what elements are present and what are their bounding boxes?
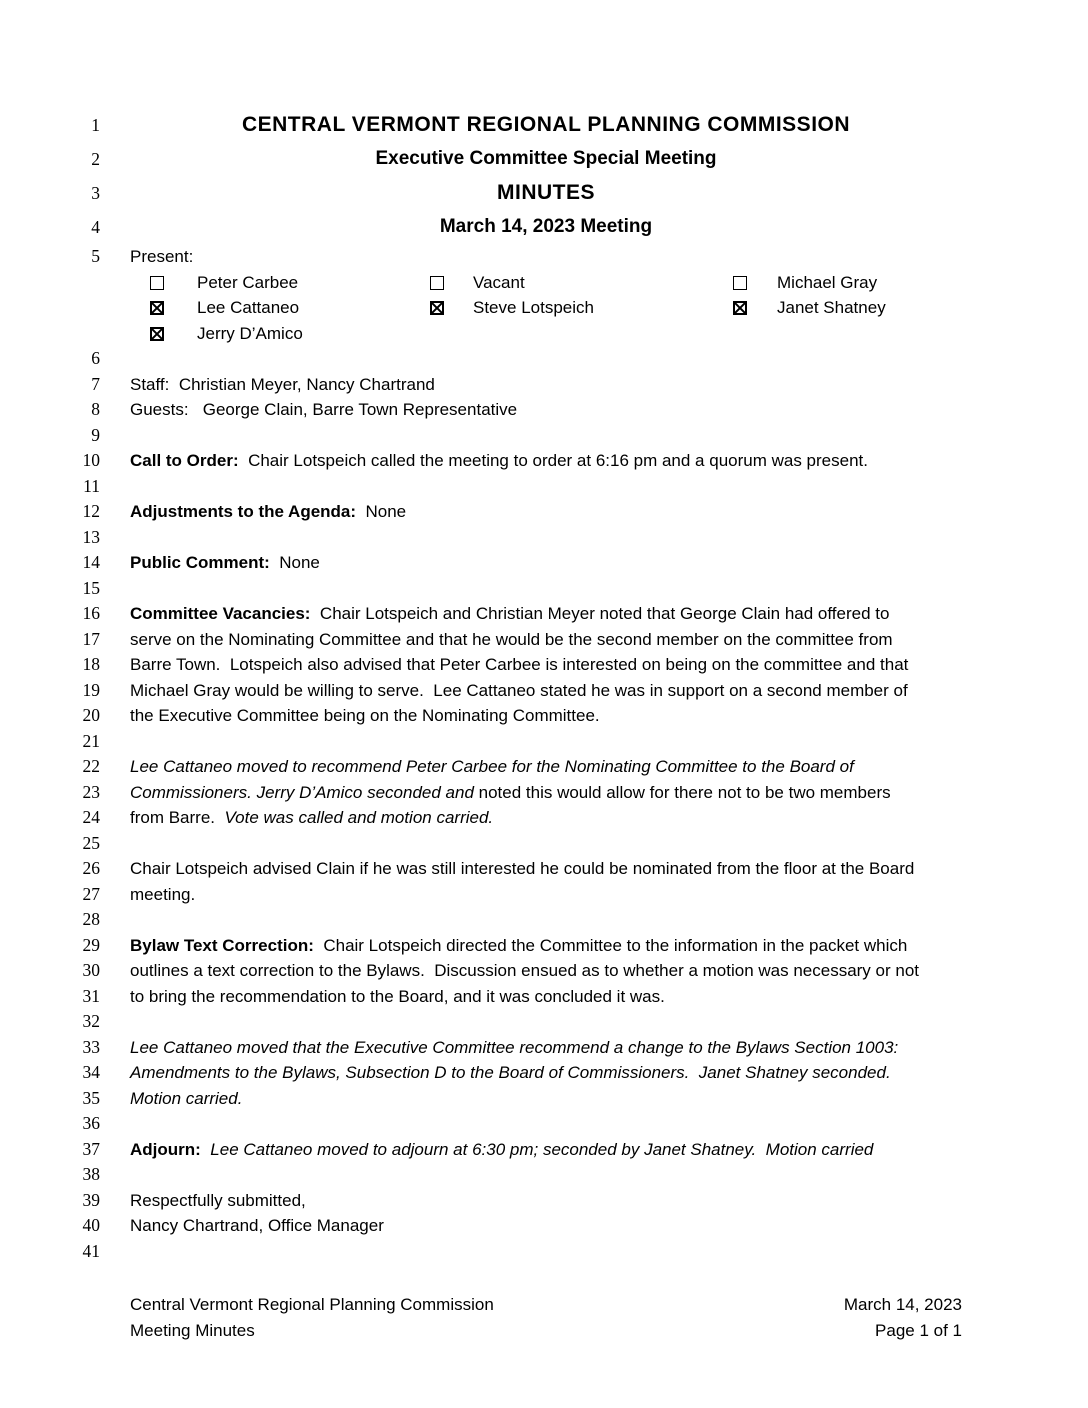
document-line — [0, 1188, 1088, 1214]
line-number: 30 — [82, 960, 100, 980]
document-line — [0, 729, 1088, 755]
line-number: 25 — [82, 832, 100, 853]
document-line — [0, 882, 1088, 908]
line-text: Committee Vacancies: Chair Lotspeich and Christian Meyer noted that George Clain had offered to — [130, 604, 890, 623]
footer-left — [130, 1292, 494, 1344]
attendee-name: Lee Cattaneo — [197, 298, 300, 317]
line-number: 35 — [82, 1087, 100, 1108]
line-text: Present: — [130, 247, 194, 266]
footer-document-type: Meeting Minutes — [130, 1321, 255, 1340]
document-line — [0, 984, 1088, 1010]
attendance-row — [0, 321, 1088, 347]
line-text: the Executive Committee being on the Nominating Committee. — [130, 706, 600, 725]
line-text: MINUTES — [497, 181, 595, 204]
line-text: Respectfully submitted, — [130, 1190, 306, 1210]
attendee-name: Peter Carbee — [197, 272, 299, 292]
document-line — [0, 474, 1088, 500]
line-text: March 14, 2023 Meeting — [439, 216, 653, 237]
document-line — [0, 831, 1088, 857]
document-line — [0, 1137, 1088, 1163]
document-line — [0, 703, 1088, 729]
line-number: 23 — [82, 781, 100, 802]
line-number: 5 — [91, 246, 100, 266]
document-line — [0, 346, 1088, 372]
line-text: Guests: George Clain, Barre Town Representative — [130, 400, 518, 419]
line-number: 39 — [82, 1189, 100, 1210]
line-number: 21 — [82, 730, 100, 751]
line-text: Chair Lotspeich advised Clain if he was still interested he could be nominated from the floor at the Board — [130, 859, 915, 878]
line-number: 1 — [91, 115, 100, 135]
document-line — [0, 1035, 1088, 1061]
document-line — [0, 1060, 1088, 1086]
attendee-name: Michael Gray — [777, 272, 878, 292]
document-line — [0, 423, 1088, 449]
line-number: 37 — [82, 1138, 100, 1159]
document-line — [0, 958, 1088, 984]
footer-page-number: Page 1 of 1 — [875, 1321, 962, 1340]
line-number: 14 — [82, 552, 100, 572]
checkbox-unchecked-icon — [733, 276, 747, 290]
line-text: to bring the recommendation to the Board, and it was concluded it was. — [130, 986, 665, 1006]
line-number: 40 — [82, 1215, 100, 1235]
line-number: 32 — [82, 1011, 100, 1031]
document-line — [0, 1009, 1088, 1035]
line-number: 13 — [82, 526, 100, 547]
line-text: Nancy Chartrand, Office Manager — [130, 1216, 384, 1235]
line-text: Michael Gray would be willing to serve. Lee Cattaneo stated he was in support on a second member of — [130, 680, 908, 700]
line-number: 26 — [82, 858, 100, 878]
document-line — [0, 176, 1088, 210]
footer-right — [844, 1292, 962, 1344]
line-number: 28 — [82, 909, 100, 929]
document-line — [0, 1213, 1088, 1239]
line-number: 27 — [82, 883, 100, 904]
line-text: Adjustments to the Agenda: None — [130, 502, 407, 521]
line-text: Public Comment: None — [130, 553, 320, 572]
document-line — [0, 652, 1088, 678]
footer-organization: Central Vermont Regional Planning Commission — [130, 1295, 494, 1314]
checkbox-checked-icon — [150, 301, 164, 315]
checkbox-unchecked-icon — [150, 276, 164, 290]
line-number: 3 — [91, 183, 100, 203]
line-number: 36 — [82, 1113, 100, 1133]
line-number: 16 — [82, 603, 100, 623]
attendee-name: Janet Shatney — [777, 298, 886, 317]
line-number: 31 — [82, 985, 100, 1006]
attendee-name: Vacant — [473, 272, 525, 292]
line-text: Staff: Christian Meyer, Nancy Chartrand — [130, 374, 435, 394]
line-text: serve on the Nominating Committee and that he would be the second member on the committee from — [130, 629, 893, 649]
line-number: 10 — [82, 450, 100, 470]
line-number: 6 — [91, 348, 100, 368]
document-line — [0, 601, 1088, 627]
line-number: 2 — [91, 149, 100, 169]
line-number: 34 — [82, 1062, 100, 1082]
document-line — [0, 627, 1088, 653]
attendance-row — [0, 270, 1088, 296]
attendee-name: Steve Lotspeich — [473, 298, 594, 317]
line-number: 29 — [82, 934, 100, 955]
line-number: 7 — [91, 373, 100, 394]
line-number: 4 — [91, 217, 100, 237]
attendance-row — [0, 295, 1088, 321]
line-text: Motion carried. — [130, 1088, 243, 1108]
line-number: 38 — [82, 1164, 100, 1184]
document-line — [0, 372, 1088, 398]
line-text: Barre Town. Lotspeich also advised that Peter Carbee is interested on being on the committee and that — [130, 655, 909, 674]
document-line — [0, 210, 1088, 244]
checkbox-checked-icon — [430, 301, 444, 315]
document-line — [0, 108, 1088, 142]
line-number: 11 — [83, 475, 100, 496]
line-text: Commissioners. Jerry D’Amico seconded and noted this would allow for there not to be two members — [130, 782, 891, 802]
line-number: 8 — [91, 399, 100, 419]
line-number: 15 — [82, 577, 100, 598]
document-line — [0, 754, 1088, 780]
line-number: 17 — [82, 628, 100, 649]
document-line — [0, 576, 1088, 602]
line-number: 12 — [82, 501, 100, 521]
line-text: Call to Order: Chair Lotspeich called the meeting to order at 6:16 pm and a quorum was present. — [130, 451, 868, 470]
line-text: Lee Cattaneo moved to recommend Peter Carbee for the Nominating Committee to the Board of — [130, 757, 854, 776]
document-line — [0, 933, 1088, 959]
document-line — [0, 448, 1088, 474]
line-text: CENTRAL VERMONT REGIONAL PLANNING COMMISSION — [241, 113, 851, 136]
checkbox-checked-icon — [733, 301, 747, 315]
document-line — [0, 244, 1088, 270]
document-line — [0, 1239, 1088, 1265]
line-text: Adjourn: Lee Cattaneo moved to adjourn at 6:30 pm; seconded by Janet Shatney. Motion carried — [130, 1139, 874, 1159]
document-line — [0, 856, 1088, 882]
document-line — [0, 1111, 1088, 1137]
document-line — [0, 397, 1088, 423]
attendee-name: Jerry D’Amico — [197, 323, 303, 343]
checkbox-unchecked-icon — [430, 276, 444, 290]
document-line — [0, 678, 1088, 704]
document-line — [0, 1086, 1088, 1112]
line-number: 41 — [82, 1240, 100, 1261]
line-number: 24 — [82, 807, 100, 827]
line-text: Executive Committee Special Meeting — [375, 148, 717, 169]
document-line — [0, 907, 1088, 933]
line-text: Bylaw Text Correction: Chair Lotspeich directed the Committee to the information in the packet which — [130, 935, 908, 955]
checkbox-checked-icon — [150, 327, 164, 341]
line-text: meeting. — [130, 884, 196, 904]
document-line — [0, 550, 1088, 576]
line-number: 33 — [82, 1036, 100, 1057]
document-line — [0, 1162, 1088, 1188]
footer-date: March 14, 2023 — [843, 1295, 962, 1314]
line-number: 19 — [82, 679, 100, 700]
document-line — [0, 525, 1088, 551]
line-number: 9 — [91, 424, 100, 445]
document-line — [0, 805, 1088, 831]
line-text: Lee Cattaneo moved that the Executive Committee recommend a change to the Bylaws Section 1003: — [130, 1037, 899, 1057]
document-lines — [0, 108, 1088, 1264]
line-number: 20 — [82, 705, 100, 725]
document-line — [0, 142, 1088, 176]
line-number: 22 — [82, 756, 100, 776]
line-text: Amendments to the Bylaws, Subsection D to the Board of Commissioners. Janet Shatney seconded. — [130, 1063, 891, 1082]
line-text: outlines a text correction to the Bylaws. Discussion ensued as to whether a motion was necessary or not — [130, 961, 920, 980]
line-number: 18 — [82, 654, 100, 674]
document-line — [0, 780, 1088, 806]
document-line — [0, 499, 1088, 525]
line-text: from Barre. Vote was called and motion carried. — [130, 808, 494, 827]
